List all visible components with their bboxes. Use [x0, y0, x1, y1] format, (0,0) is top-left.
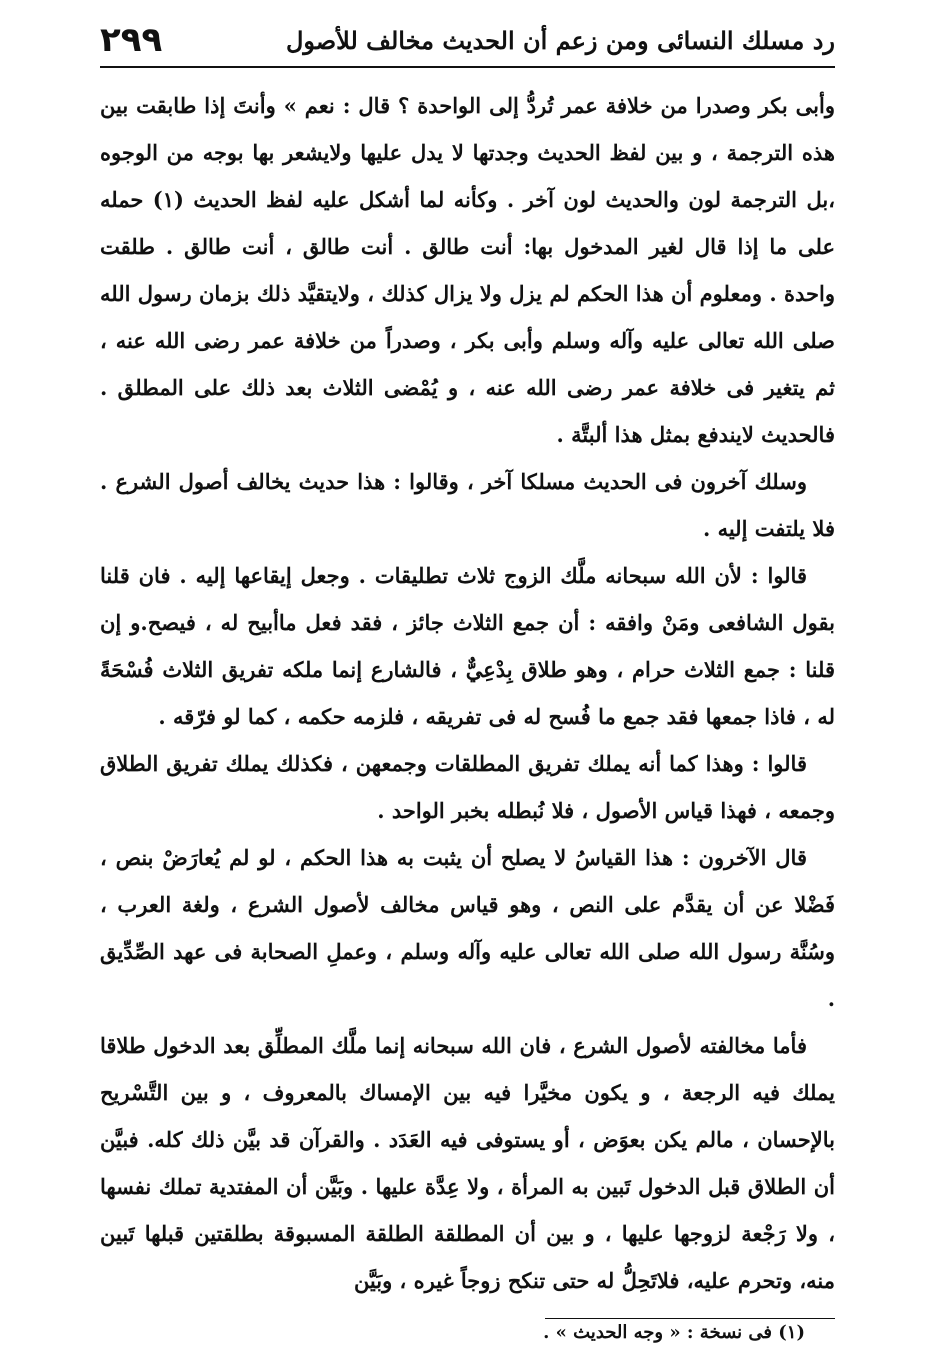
paragraph: قالوا : وهذا كما أنه يملك تفريق المطلقات وجمعهن ، فكذلك يملك تفريق الطلاق وجمعه ، فهذا قياس الأصول ، فلا نُبطله بخبر الواحد . — [100, 751, 835, 823]
footnote: (١) فى نسخة : « وجه الحديث » . — [543, 1322, 805, 1343]
page-number: ٢٩٩ — [100, 20, 163, 60]
paragraph: قال الآخرون : هذا القياسُ لا يصلح أن يثبت به هذا الحكم ، لو لم يُعارَضْ بنص ، فَضْلا عن أن يقدَّم على النص ، وهو قياس مخالف لأصول الشرع ، ولغة العرب ، وسُنَّة رسول الله صلى الله تعالى عليه وآله وسلم ، وعملِ الصحابة فى عهد الصِّدِّيق . — [100, 845, 835, 1011]
paragraph: وأبى بكر وصدرا من خلافة عمر تُردُّ إلى الواحدة ؟ قال : نعم » وأنتَ إذا طابقت بين هذه الترجمة ، و بين لفظ الحديث وجدتها لا يدل عليها ولايشعر بها بوجه من الوجوه ،بل الترجمة لون والحديث لون آخر . وكأنه لما أشكل عليه لفظ الحديث (١) حمله على ما إذا قال لغير المدخول بها: أنت طالق . أنت طالق ، أنت طالق . طلقت واحدة . ومعلوم أن هذا الحكم لم يزل ولا يزال كذلك ، ولايتقيَّد ذلك بزمان رسول الله صلى الله تعالى عليه وآله وسلم وأبى بكر ، وصدراً من خلافة عمر رضى الله عنه ، ثم يتغير فى خلافة عمر رضى الله عنه ، و يُمْضى الثلاث بعد ذلك على المطلق . فالحديث لايندفع بمثل هذا ألبتَّة . — [100, 93, 835, 447]
paragraph: وسلك آخرون فى الحديث مسلكا آخر ، وقالوا : هذا حديث يخالف أصول الشرع . فلا يلتفت إليه . — [100, 469, 835, 541]
running-header — [100, 18, 835, 62]
header-divider — [100, 66, 835, 68]
running-header-title: رد مسلك النسائى ومن زعم أن الحديث مخالف للأصول — [285, 25, 835, 55]
paragraph: قالوا : لأن الله سبحانه ملَّك الزوج ثلاث تطليقات . وجعل إيقاعها إليه . فان قلنا بقول الشافعى ومَنْ وافقه : أن جمع الثلاث جائز ، فقد فعل ماأبيح له ، فيصح.و إن قلنا : جمع الثلاث حرام ، وهو طلاق بِدْعِيٌّ ، فالشارع إنما ملكه تفريق الثلاث فُسْحَةً له ، فاذا جمعها فقد جمع ما فُسح له فى تفريقه ، فلزمه حكمه ، كما لو فرّقه . — [100, 563, 835, 729]
paragraph: فأما مخالفته لأصول الشرع ، فان الله سبحانه إنما ملَّك المطلِّق بعد الدخول طلاقا يملك فيه الرجعة ، و يكون مخيَّرا فيه بين الإمساك بالمعروف ، و بين التَّسْريح بالإحسان ، مالم يكن بعوَض ، أو يستوفى فيه العَدَد . والقرآن قد بيَّن ذلك كله. فبيَّن أن الطلاق قبل الدخول تَبين به المرأة ، ولا عِدَّة عليها . وبَيَّن أن المفتدية تملك نفسها ، ولا رَجْعة لزوجها عليها ، و بين أن المطلقة الطلقة المسبوقة بطلقتين قبلها تَبين منه، وتحرم عليه، فلاتَحِلُّ له حتى تنكح زوجاً غيره ، وبَيَّن — [100, 1033, 835, 1293]
main-text — [100, 82, 835, 1304]
footnote-divider — [545, 1318, 835, 1319]
